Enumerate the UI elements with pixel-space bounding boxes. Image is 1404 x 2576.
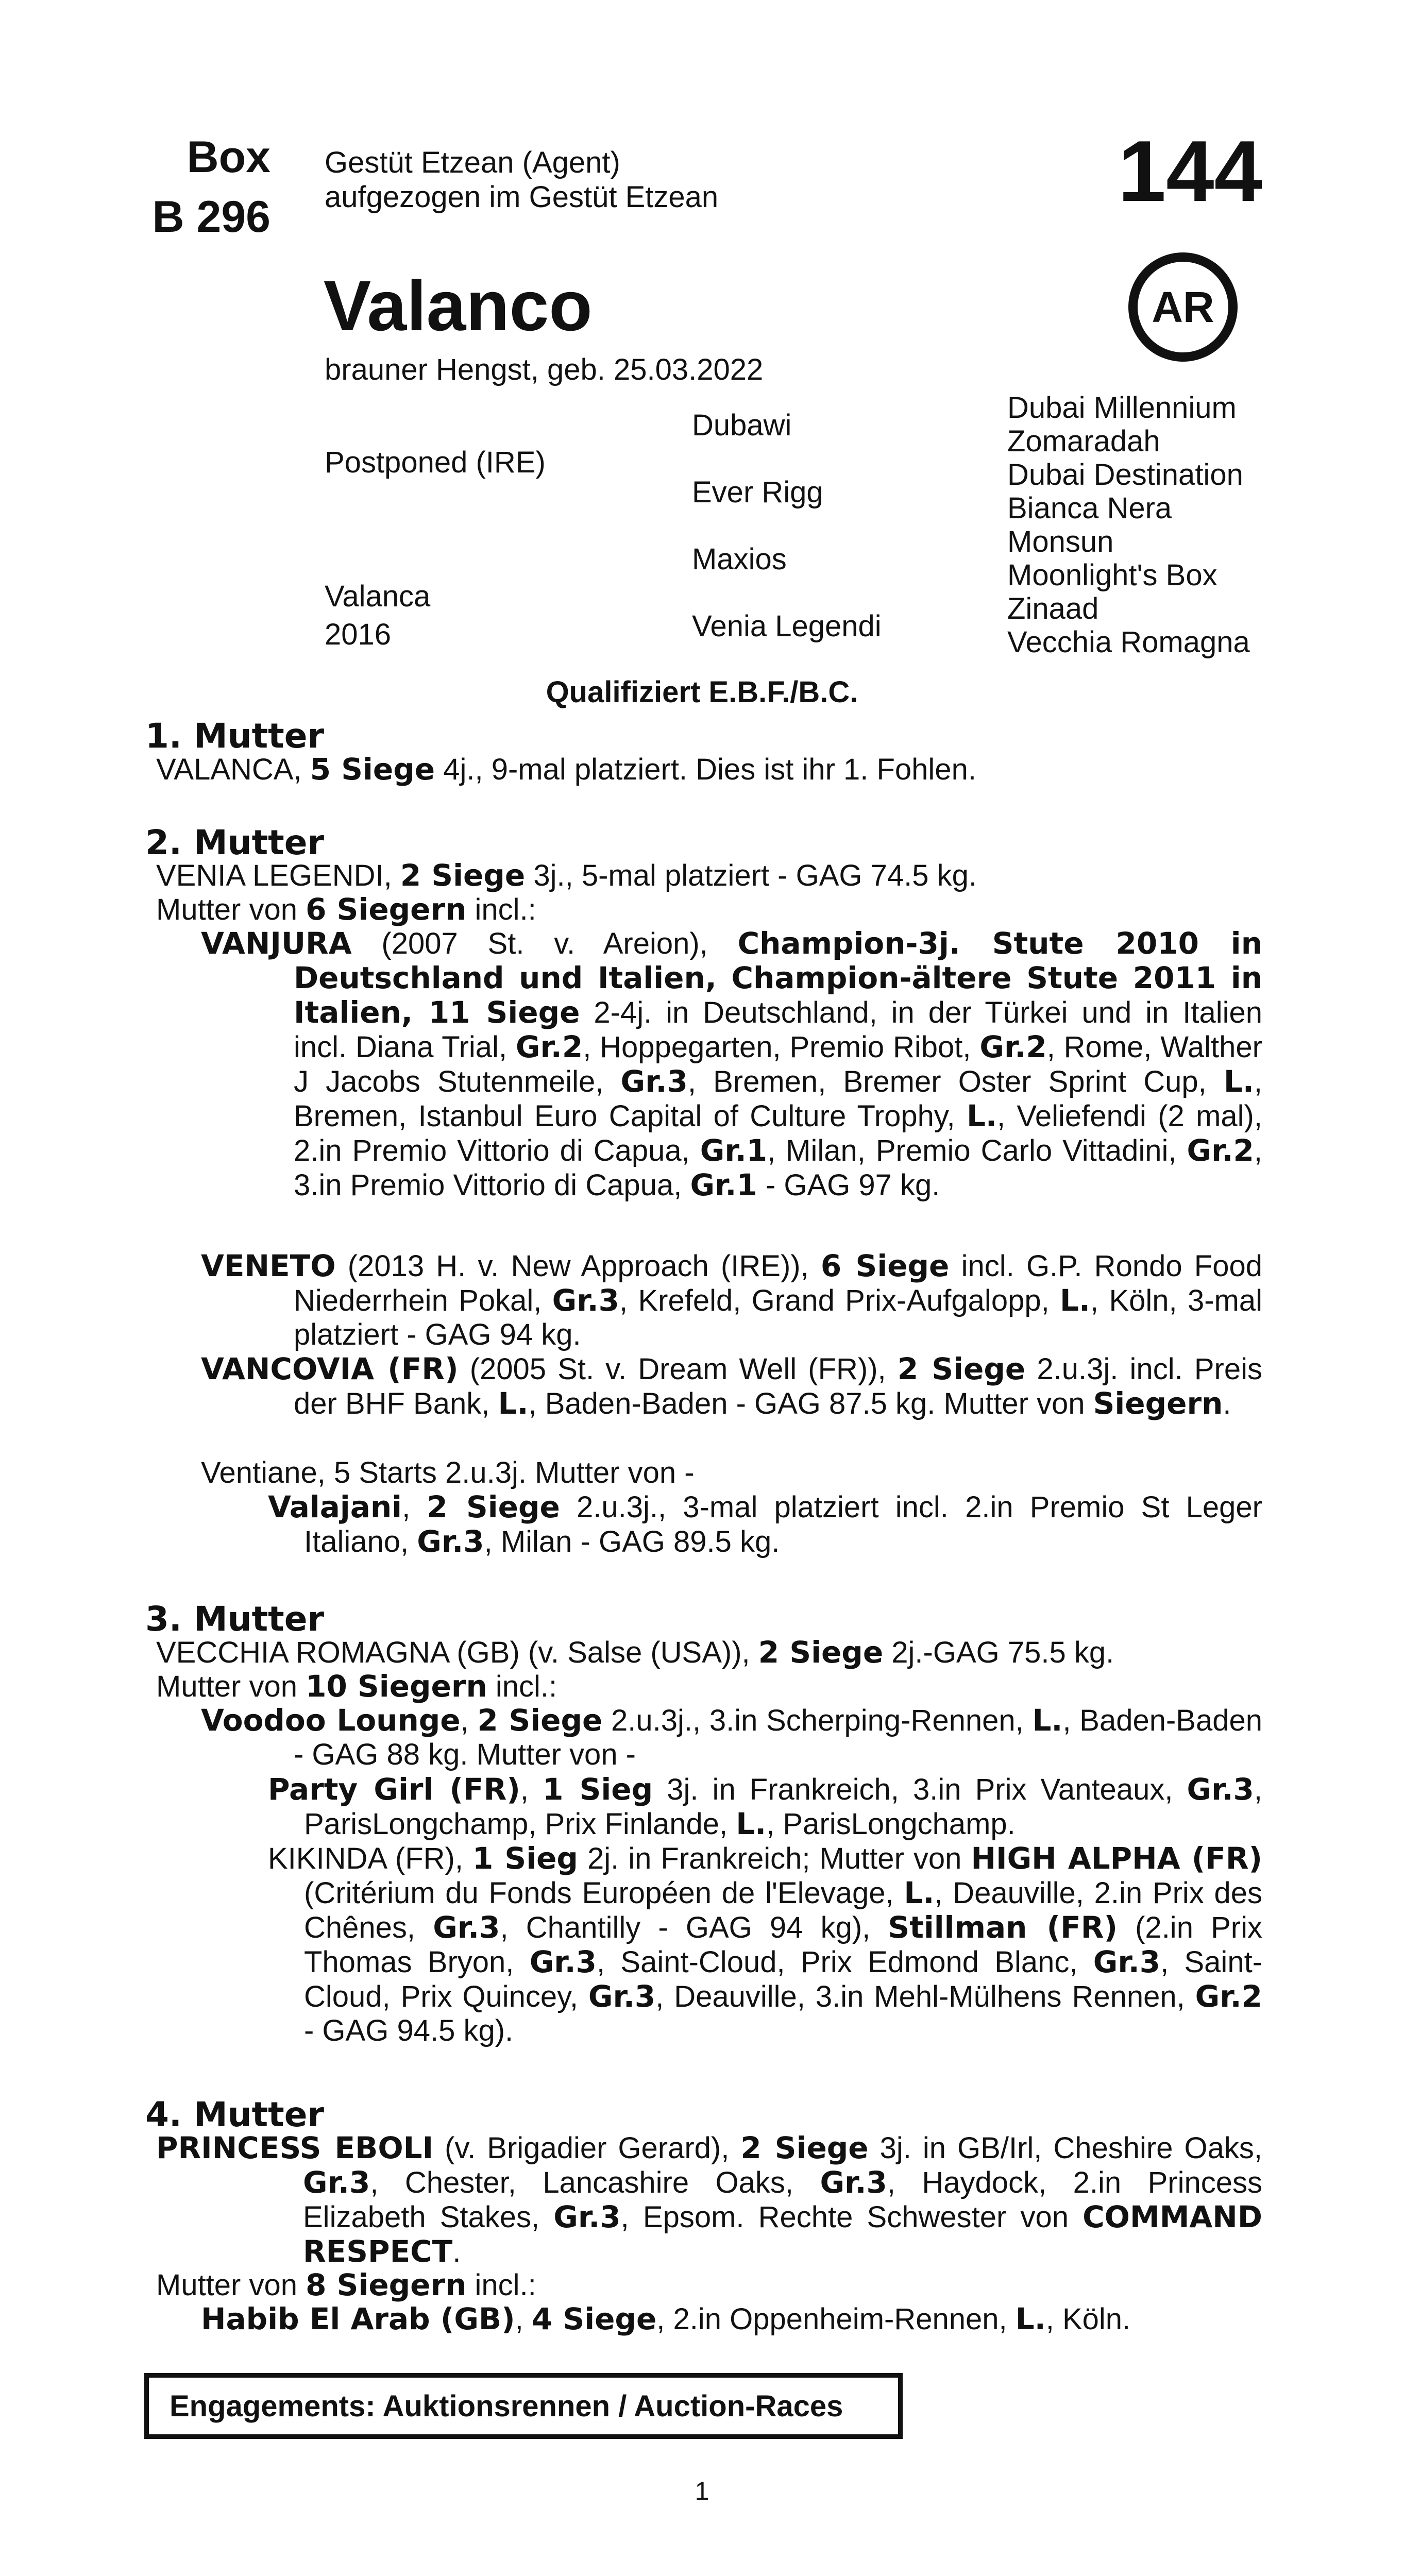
- section-title-second-dam: 2. Mutter: [145, 823, 325, 862]
- ar-badge-icon: [1128, 252, 1238, 362]
- offspring-entry-kikinda: KIKINDA (FR), 1 Sieg 2j. in Frankreich; Mutter von HIGH ALPHA (FR) (Critérium du Fonds Européen de l'Elevage, L., Deauville, 2.in Prix des Chênes, Gr.3, Chantilly - GAG 94 kg), Stillman (FR) (2.in Prix Thomas Bryon, Gr.3, Saint-Cloud, Prix Edmond Blanc, Gr.3, Saint-Cloud, Prix Quincey, Gr.3, Deauville, 3.in Mehl-Mülhens Rennen, Gr.2 - GAG 94.5 kg).: [268, 1841, 1263, 2047]
- pedigree-dam: Valanca: [325, 580, 431, 613]
- horse-description: brauner Hengst, geb. 25.03.2022: [325, 353, 764, 386]
- raised-by: aufgezogen im Gestüt Etzean: [325, 180, 719, 214]
- offspring-entry-veneto: VENETO (2013 H. v. New Approach (IRE)), 6 Siege incl. G.P. Rondo Food Niederrhein Pokal, Gr.3, Krefeld, Grand Prix-Aufgalopp, L., Köln, 3-mal platziert - GAG 94 kg.: [201, 1248, 1263, 1351]
- pedigree-great-grandparent: Moonlight's Box: [1007, 558, 1217, 592]
- third-dam-offspring-intro: Mutter von 10 Siegern incl.:: [156, 1669, 557, 1704]
- pedigree-grandparent: Venia Legendi: [692, 609, 882, 643]
- pedigree-great-grandparent: Vecchia Romagna: [1007, 625, 1250, 659]
- pedigree-dam-year: 2016: [325, 618, 392, 651]
- offspring-entry-voodoo-lounge: Voodoo Lounge, 2 Siege 2.u.3j., 3.in Scherping-Rennen, L., Baden-Baden - GAG 88 kg. Mutter von -: [201, 1703, 1262, 1771]
- offspring-entry-habib-el-arab: Habib El Arab (GB), 4 Siege, 2.in Oppenheim-Rennen, L., Köln.: [201, 2301, 1131, 2336]
- engagements-label: Engagements: Auktionsrennen / Auction-Races: [170, 2389, 843, 2423]
- horse-name: Valanco: [324, 266, 593, 346]
- second-dam-offspring-intro: Mutter von 6 Siegern incl.:: [156, 892, 536, 927]
- pedigree-great-grandparent: Bianca Nera: [1007, 492, 1172, 525]
- offspring-entry-valajani: Valajani, 2 Siege 2.u.3j., 3-mal platziert incl. 2.in Premio St Leger Italiano, Gr.3, Milan - GAG 89.5 kg.: [268, 1489, 1262, 1559]
- section-title-first-dam: 1. Mutter: [145, 716, 325, 756]
- offspring-entry-vancovia: VANCOVIA (FR) (2005 St. v. Dream Well (FR)), 2 Siege 2.u.3j. incl. Preis der BHF Bank, L., Baden-Baden - GAG 87.5 kg. Mutter von Siegern.: [201, 1351, 1262, 1421]
- box-label: Box: [187, 132, 270, 182]
- first-dam-line: VALANCA, 5 Siege 4j., 9-mal platziert. Dies ist ihr 1. Fohlen.: [156, 752, 976, 787]
- offspring-entry-ventiane: Ventiane, 5 Starts 2.u.3j. Mutter von -: [201, 1456, 695, 1489]
- pedigree-great-grandparent: Zinaad: [1007, 592, 1099, 625]
- pedigree-grandparent: Dubawi: [692, 409, 792, 442]
- pedigree-great-grandparent: Monsun: [1007, 525, 1114, 558]
- offspring-entry-party-girl: Party Girl (FR), 1 Sieg 3j. in Frankreich, 3.in Prix Vanteaux, Gr.3, ParisLongchamp, Prix Finlande, L., ParisLongchamp.: [268, 1772, 1263, 1841]
- fourth-dam-offspring-intro: Mutter von 8 Siegern incl.:: [156, 2267, 536, 2302]
- offspring-entry-vanjura: VANJURA (2007 St. v. Areion), Champion-3j. Stute 2010 in Deutschland und Italien, Champion-ältere Stute 2011 in Italien, 11 Siege 2-4j. in Deutschland, in der Türkei und in Italien incl. Diana Trial, Gr.2, Hoppegarten, Premio Ribot, Gr.2, Rome, Walther J Jacobs Stutenmeile, Gr.3, Bremen, Bremer Oster Sprint Cup, L., Bremen, Istanbul Euro Capital of Culture Trophy, L., Veliefendi (2 mal), 2.in Premio Vittorio di Capua, Gr.1, Milan, Premio Carlo Vittadini, Gr.2, 3.in Premio Vittorio di Capua, Gr.1 - GAG 97 kg.: [201, 926, 1263, 1202]
- fourth-dam-entry: PRINCESS EBOLI (v. Brigadier Gerard), 2 Siege 3j. in GB/Irl, Cheshire Oaks, Gr.3, Chester, Lancashire Oaks, Gr.3, Haydock, 2.in Princess Elizabeth Stakes, Gr.3, Epsom. Rechte Schwester von COMMAND RESPECT.: [156, 2130, 1263, 2269]
- pedigree-great-grandparent: Dubai Destination: [1007, 458, 1243, 492]
- pedigree-grandparent: Maxios: [692, 543, 787, 576]
- section-title-fourth-dam: 4. Mutter: [145, 2095, 325, 2134]
- ar-badge-label: AR: [1152, 282, 1214, 331]
- engagements-box: [144, 2373, 903, 2439]
- box-number: B 296: [152, 192, 270, 242]
- page-number: 1: [695, 2477, 709, 2505]
- pedigree-great-grandparent: Dubai Millennium: [1007, 391, 1237, 425]
- second-dam-line: VENIA LEGENDI, 2 Siege 3j., 5-mal platziert - GAG 74.5 kg.: [156, 858, 977, 893]
- pedigree-great-grandparent: Zomaradah: [1007, 425, 1160, 458]
- pedigree-sire: Postponed (IRE): [325, 446, 546, 479]
- agent-name: Gestüt Etzean (Agent): [325, 146, 620, 179]
- qualification: Qualifiziert E.B.F./B.C.: [546, 675, 858, 709]
- third-dam-line: VECCHIA ROMAGNA (GB) (v. Salse (USA)), 2 Siege 2j.-GAG 75.5 kg.: [156, 1635, 1114, 1670]
- pedigree-grandparent: Ever Rigg: [692, 476, 823, 509]
- section-title-third-dam: 3. Mutter: [145, 1599, 325, 1639]
- lot-number: 144: [1118, 123, 1262, 219]
